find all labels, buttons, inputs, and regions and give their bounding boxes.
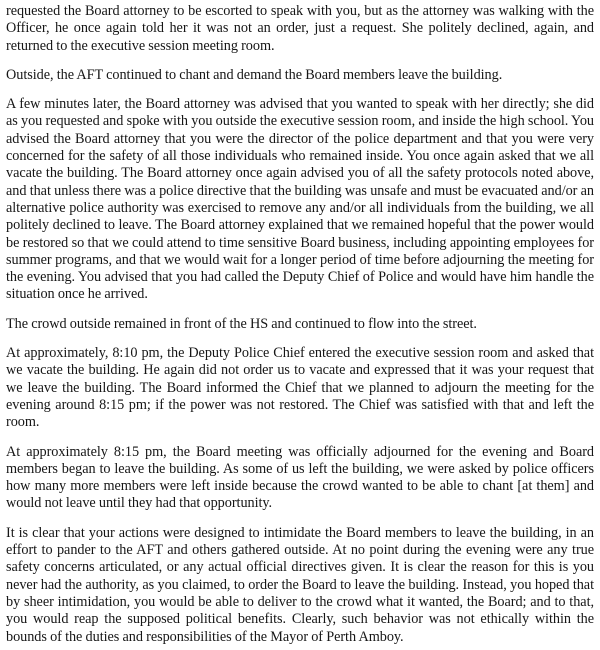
paragraph-adjournment: At approximately 8:15 pm, the Board meeting was officially adjourned for the evening and Board members began to leave the building. As some of us left the building, we were asked by police officers how many more members were left inside because the crowd wanted to be able to chant [at them] and would not leave until they had that opportunity. [6,443,594,512]
paragraph-conclusion: It is clear that your actions were designed to intimidate the Board members to leave the building, in an effort to pander to the AFT and others gathered outside. At no point during the evening were any true safety concerns articulated, or any actual official directives given. It is clear the reason for this is you never had the authority, as you claimed, to order the Board to leave the building. Instead, you hoped that by sheer intimidation, you would be able to deliver to the crowd what it wanted, the Board; and to that, you would reap the supposed political benefits. Clearly, such behavior was not ethically within the bounds of the duties and responsibilities of the Mayor of Perth Amboy. [6,524,594,645]
paragraph-crowd-outside: The crowd outside remained in front of the HS and continued to flow into the street. [6,315,477,332]
paragraph-escort-request: requested the Board attorney to be escorted to speak with you, but as the attorney was walking with the Officer, he once again told her it was not an order, just a request. She politely declined, again, and returned to the executive session meeting room. [6,3,594,54]
paragraph-deputy-chief: At approximately, 8:10 pm, the Deputy Police Chief entered the executive session room and asked that we vacate the building. He again did not order us to vacate and expressed that it was your request that we leave the building. The Board informed the Chief that we planned to adjourn the meeting for the evening around 8:15 pm; if the power was not restored. The Chief was satisfied with that and left the room. [6,345,594,431]
paragraph-aft-chant: Outside, the AFT continued to chant and demand the Board members leave the building. [6,66,503,83]
paragraph-attorney-meeting: A few minutes later, the Board attorney was advised that you wanted to speak with her directly; she did as you requested and spoke with you outside the executive session room, and inside the high school. You advised the Board attorney that you were the director of the police department and that you were very concerned for the safety of all those individuals who remained inside. You once again asked that we all vacate the building. The Board attorney once again advised you of all the safety protocols noted above, and that unless there was a police directive that the building was unsafe and must be evacuated and/or an alternative police authority was exercised to remove any and/or all individuals from the building, we all politely declined to leave. The Board attorney explained that we remained hopeful that the power would be restored so that we could attend to time sensitive Board business, including appointing employees for summer programs, and that we would wait for a longer period of time before adjourning the meeting for the evening. You advised that you had called the Deputy Chief of Police and would have him handle the situation once he arrived. [6,96,594,303]
